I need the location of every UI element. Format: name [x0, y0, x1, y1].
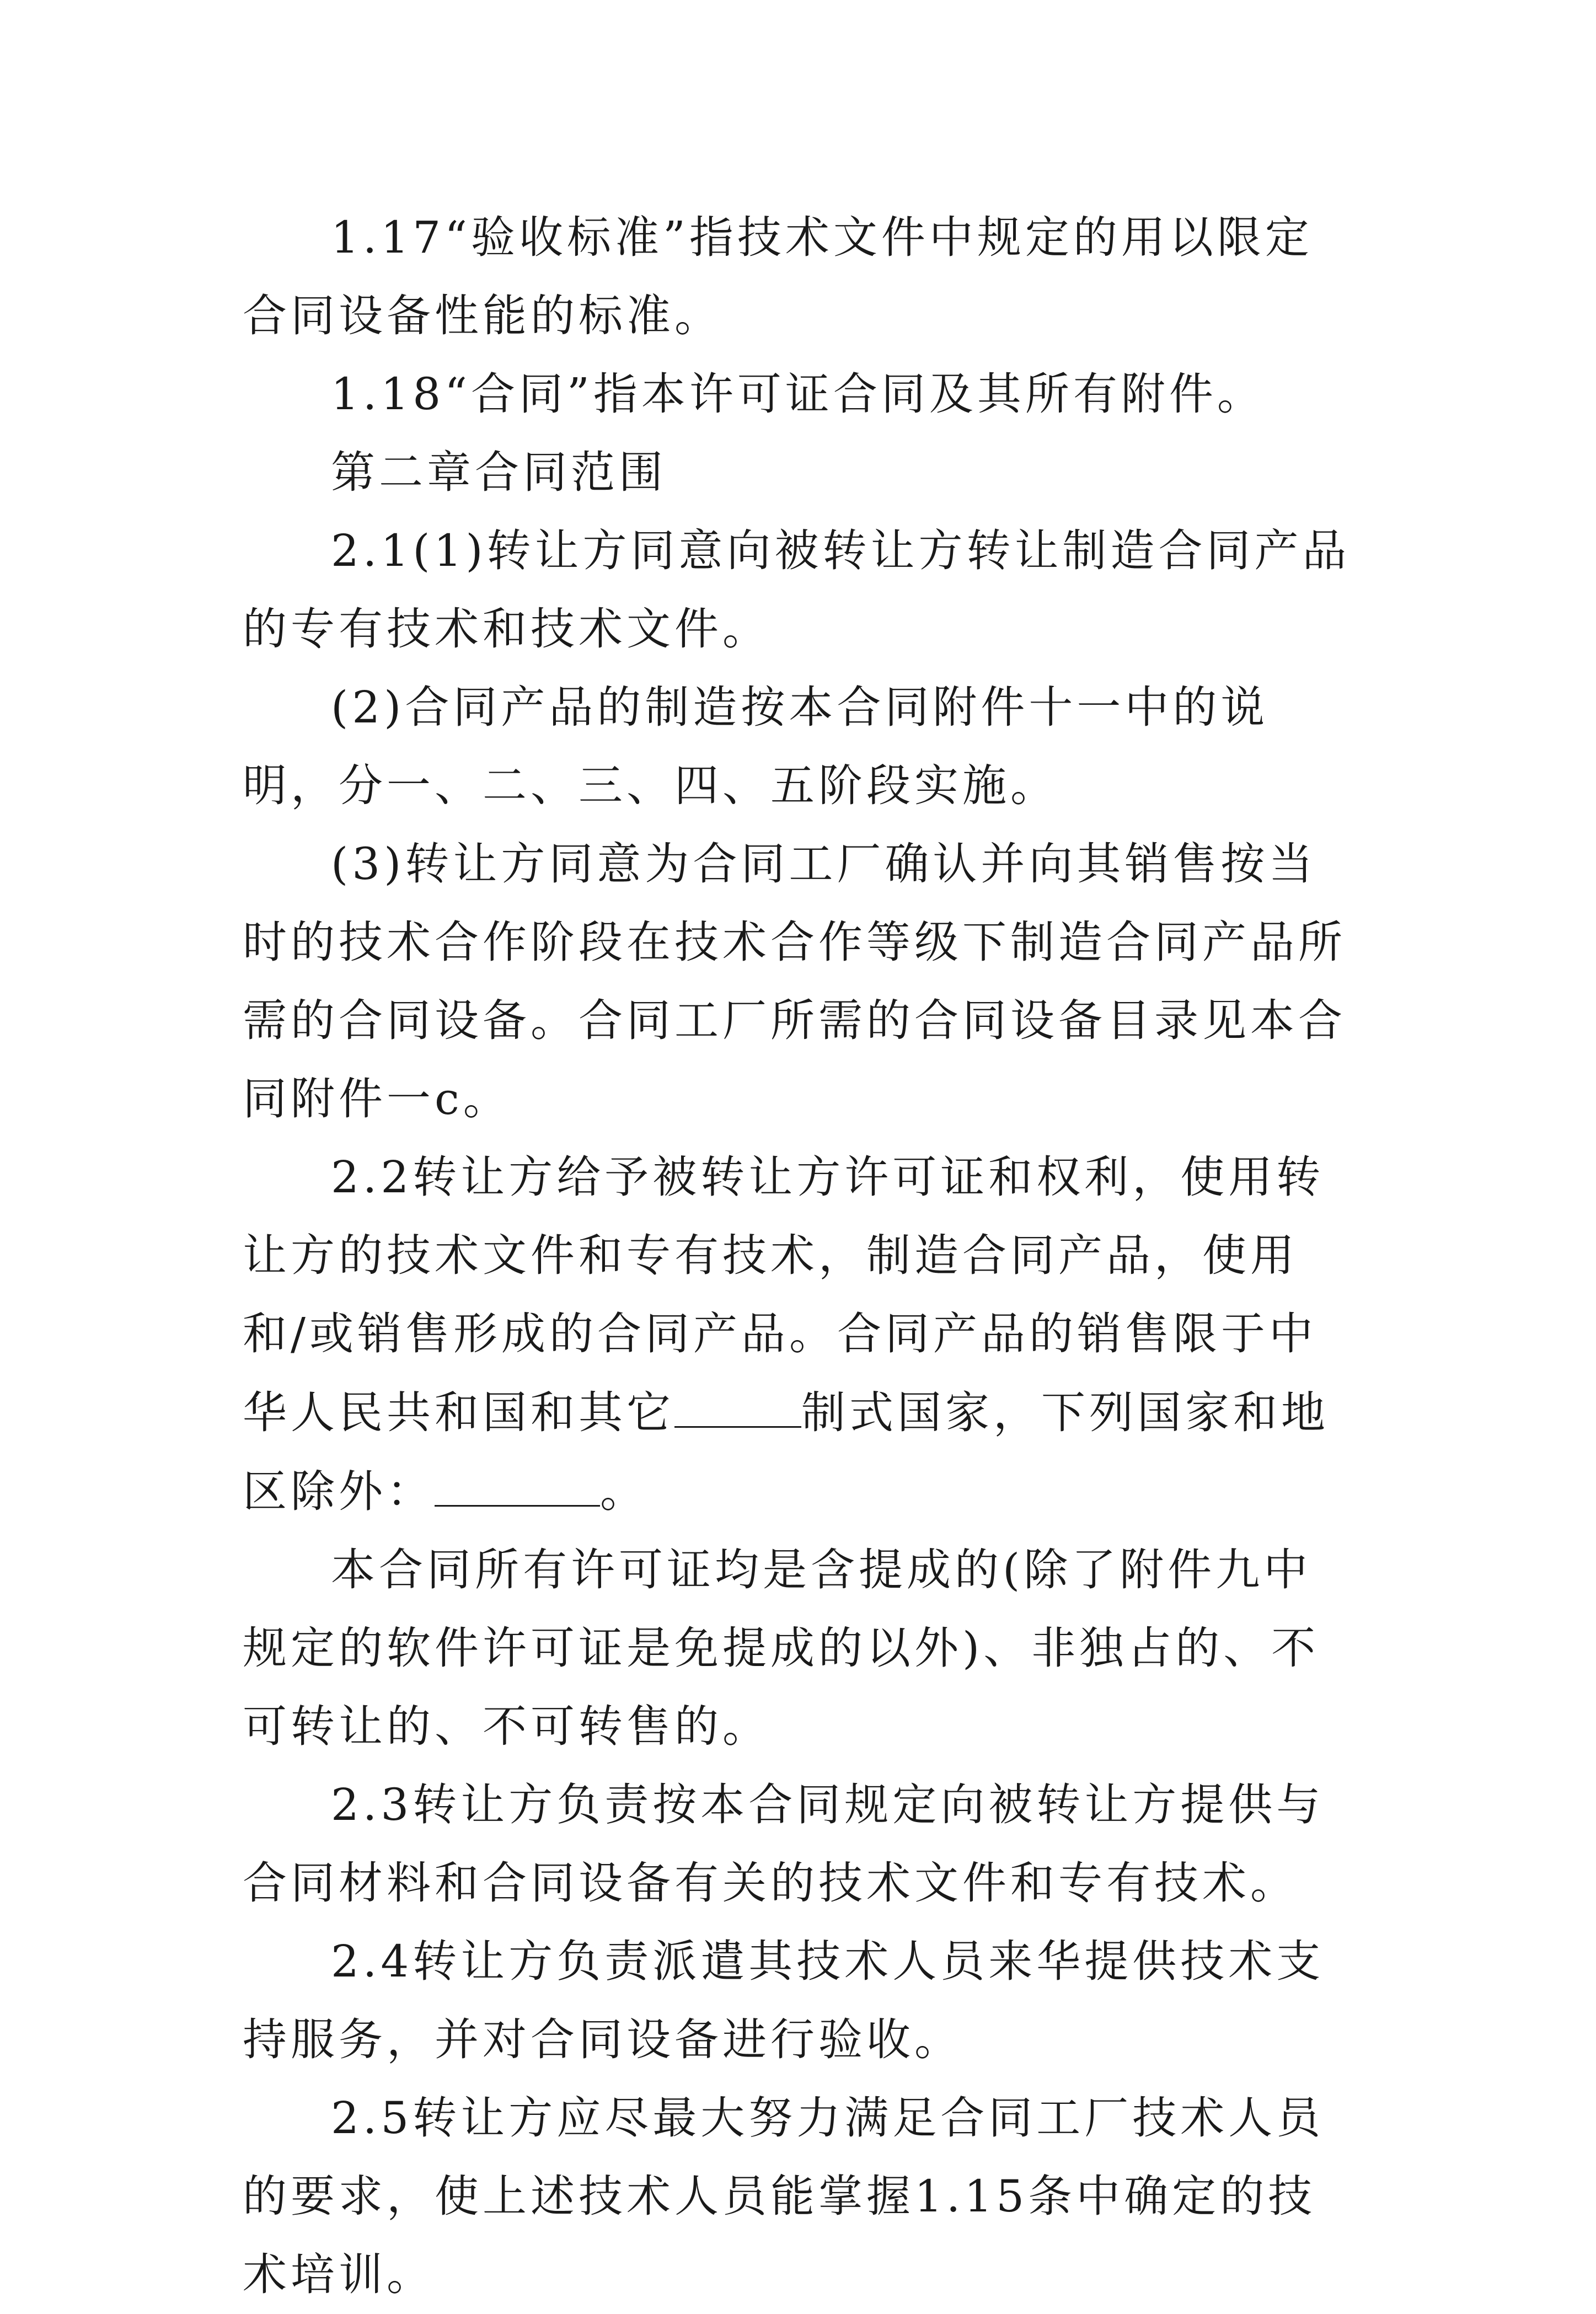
- blank-line: [435, 1452, 600, 1507]
- clause-2-1-2: (2)合同产品的制造按本合同附件十一中的说明，分一、二、三、四、五阶段实施。: [243, 682, 1269, 811]
- blank-line: [674, 1373, 801, 1428]
- document-body: [243, 199, 1351, 2314]
- clause-2-3: 2.3转让方负责按本合同规定向被转让方提供与合同材料和合同设备有关的技术文件和专有技术。: [243, 1779, 1325, 1909]
- clause-2-1-3: (3)转让方同意为合同工厂确认并向其销售按当时的技术合作阶段在技术合作等级下制造合同产品所需的合同设备。合同工厂所需的合同设备目录见本合同附件一c。: [243, 838, 1346, 1124]
- clause-2-2: [243, 1138, 1351, 1531]
- license-terms-paragraph: 本合同所有许可证均是含提成的(除了附件九中规定的软件许可证是免提成的以外)、非独占的、不可转让的、不可转售的。: [243, 1544, 1320, 1752]
- clause-1-17: 1.17“验收标准”指技术文件中规定的用以限定合同设备性能的标准。: [243, 212, 1313, 341]
- clause-2-1-1: 2.1(1)转让方同意向被转让方转让制造合同产品的专有技术和技术文件。: [243, 525, 1351, 655]
- chapter-2-heading: 第二章合同范围: [331, 447, 667, 498]
- clause-1-18: 1.18“合同”指本许可证合同及其所有附件。: [331, 368, 1265, 420]
- clause-2-2-text: 2.2转让方给予被转让方许可证和权利，使用转让方的技术文件和专有技术，制造合同产品，使用和/或销售形成的合同产品。合同产品的销售限于中华人民共和国和其它: [243, 1151, 1325, 1438]
- clause-2-4: 2.4转让方负责派遣其技术人员来华提供技术支持服务，并对合同设备进行验收。: [243, 1936, 1325, 2065]
- clause-2-2-end: 。: [600, 1466, 648, 1517]
- clause-2-2-continuation: 制式国家，下列国家和地区除外：: [243, 1387, 1329, 1517]
- clause-2-5: 2.5转让方应尽最大努力满足合同工厂技术人员的要求，使上述技术人员能掌握1.15条中确定的技术培训。: [243, 2092, 1325, 2300]
